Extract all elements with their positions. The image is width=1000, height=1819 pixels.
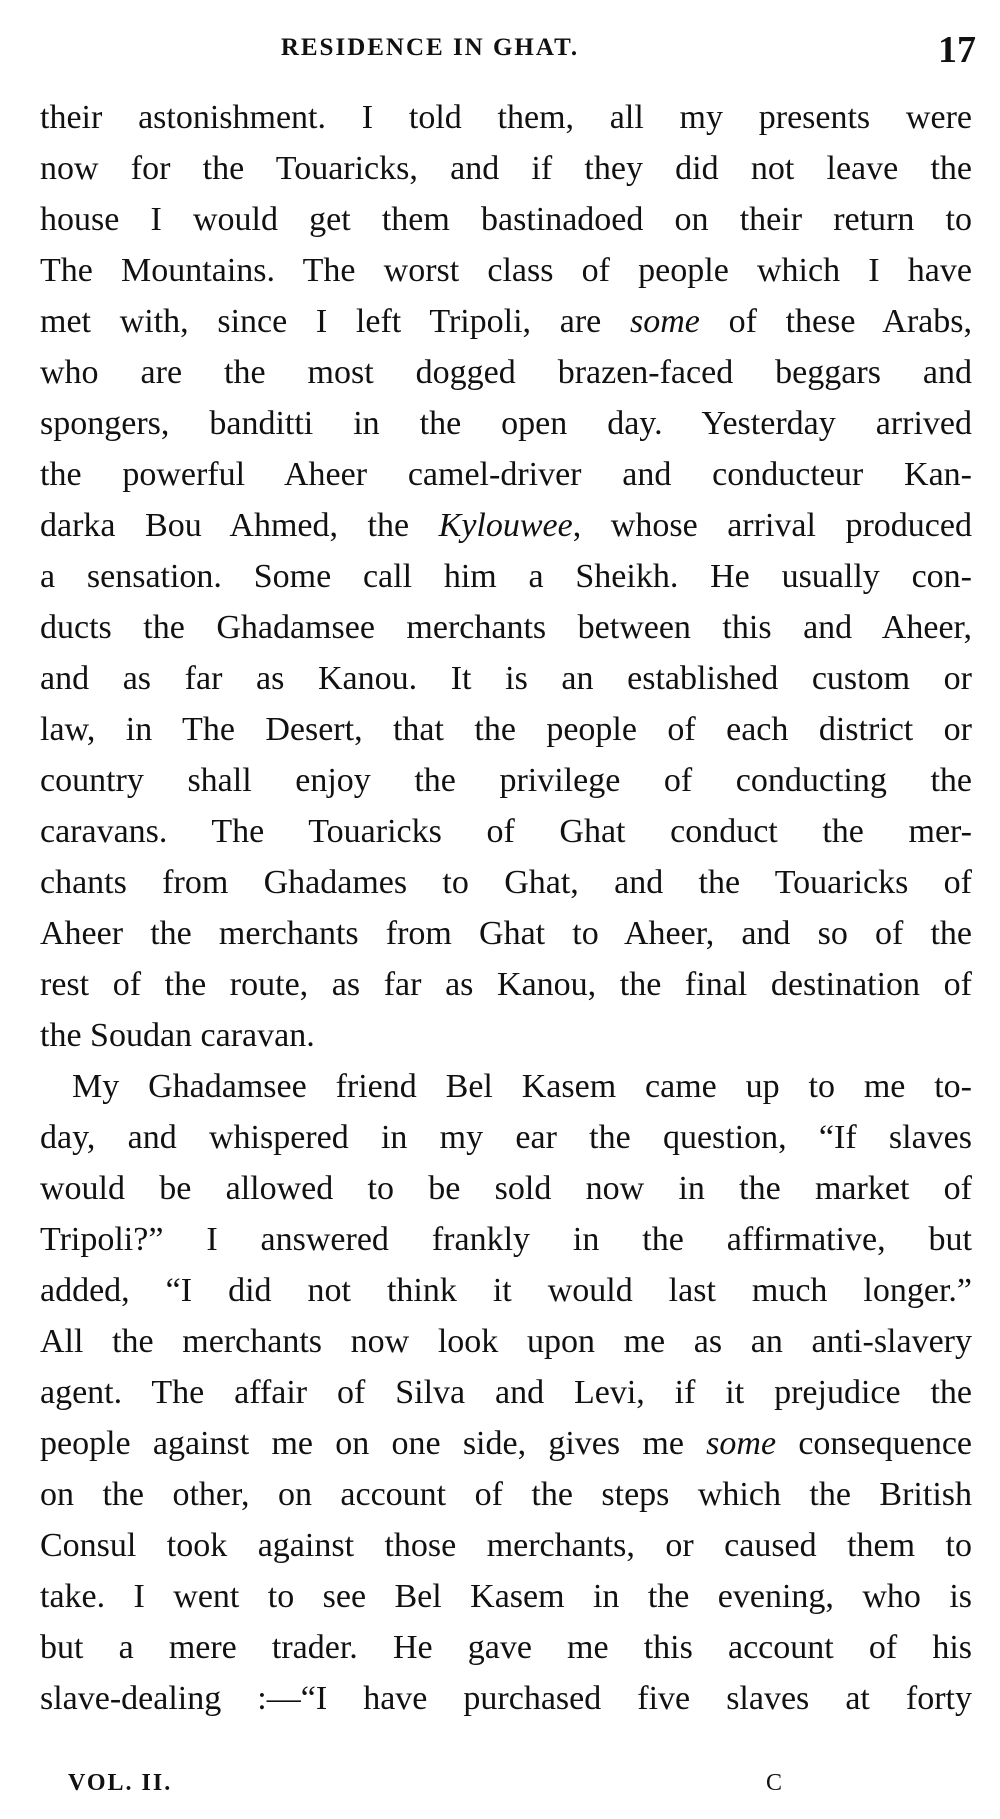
text-line: house I would get them bastinadoed on their return to [40,201,972,238]
text-line: now for the Touaricks, and if they did not leave the [40,150,972,187]
text-line: who are the most dogged brazen-faced beggars and [40,354,972,391]
text-line: people against me on one side, gives me some consequence [40,1425,972,1462]
text-line: met with, since I left Tripoli, are some of these Arabs, [40,303,972,340]
text-line: darka Bou Ahmed, the Kylouwee, whose arrival produced [40,507,972,544]
text-line: the powerful Aheer camel-driver and conducteur Kan- [40,456,972,493]
body-text [40,92,972,1724]
text-line: the Soudan caravan. [40,1017,315,1054]
text-line: ducts the Ghadamsee merchants between this and Aheer, [40,609,972,646]
text-line: caravans. The Touaricks of Ghat conduct the mer- [40,813,972,850]
text-line: would be allowed to be sold now in the market of [40,1170,972,1207]
paragraph-1 [40,92,972,1061]
page-footer [0,1770,1000,1810]
text-line: law, in The Desert, that the people of each district or [40,711,972,748]
text-line: rest of the route, as far as Kanou, the final destination of [40,966,972,1003]
text-line: their astonishment. I told them, all my presents were [40,99,972,136]
text-line: take. I went to see Bel Kasem in the evening, who is [40,1578,972,1615]
text-line: a sensation. Some call him a Sheikh. He usually con- [40,558,972,595]
text-line: The Mountains. The worst class of people which I have [40,252,972,289]
volume-mark: VOL. II. [68,1770,173,1796]
signature-mark: C [766,1770,783,1796]
text-line: country shall enjoy the privilege of conducting the [40,762,972,799]
text-line: spongers, banditti in the open day. Yesterday arrived [40,405,972,442]
text-line: Aheer the merchants from Ghat to Aheer, and so of the [40,915,972,952]
running-head [0,30,1000,70]
text-line: My Ghadamsee friend Bel Kasem came up to me to- [72,1068,972,1105]
text-line: Tripoli?” I answered frankly in the affirmative, but [40,1221,972,1258]
text-line: slave-dealing :—“I have purchased five slaves at forty [40,1680,972,1717]
text-line: chants from Ghadames to Ghat, and the Touaricks of [40,864,972,901]
text-line: but a mere trader. He gave me this account of his [40,1629,972,1666]
running-title: RESIDENCE IN GHAT. [280,34,580,61]
text-line: agent. The affair of Silva and Levi, if it prejudice the [40,1374,972,1411]
text-line: day, and whispered in my ear the question, “If slaves [40,1119,972,1156]
text-line: Consul took against those merchants, or caused them to [40,1527,972,1564]
text-line: added, “I did not think it would last much longer.” [40,1272,972,1309]
paragraph-2 [40,1061,972,1724]
text-line: and as far as Kanou. It is an established custom or [40,660,972,697]
page-number: 17 [938,29,976,71]
text-line: All the merchants now look upon me as an anti-slavery [40,1323,972,1360]
text-line: on the other, on account of the steps which the British [40,1476,972,1513]
